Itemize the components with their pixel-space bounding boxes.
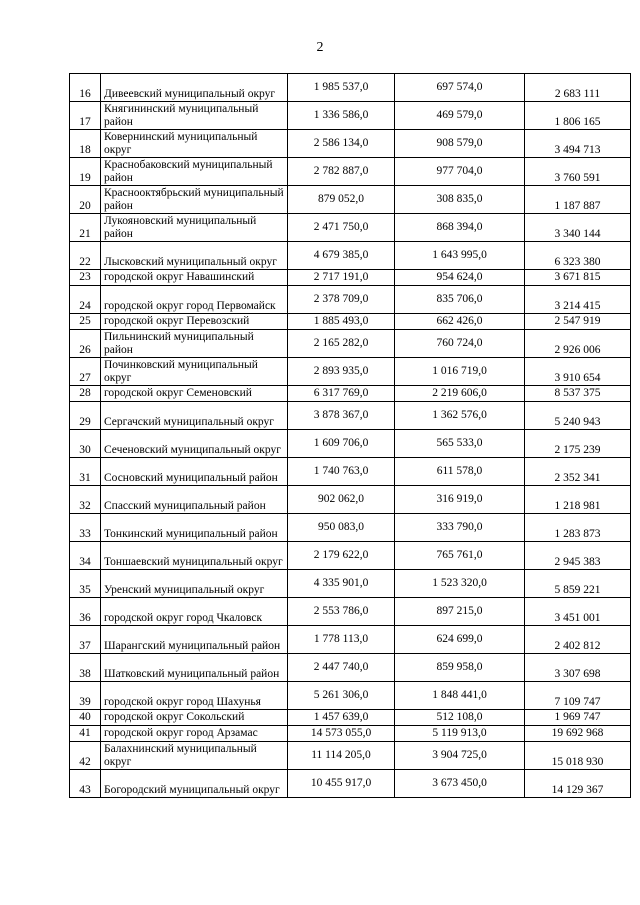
value-2: 954 624,0 [395, 270, 525, 286]
value-total: 3 340 144 [525, 214, 631, 242]
value-total: 3 760 591 [525, 158, 631, 186]
value-1: 2 553 786,0 [288, 598, 395, 626]
value-1: 2 447 740,0 [288, 654, 395, 682]
value-total: 8 537 375 [525, 386, 631, 402]
municipality-name: городской округ Навашинский [101, 270, 288, 286]
value-1: 2 471 750,0 [288, 214, 395, 242]
table-row [70, 486, 631, 514]
municipality-name: Богородский муниципальный округ [101, 770, 288, 798]
value-total: 1 283 873 [525, 514, 631, 542]
value-2: 835 706,0 [395, 286, 525, 314]
table-row [70, 402, 631, 430]
table-row [70, 286, 631, 314]
value-1: 2 378 709,0 [288, 286, 395, 314]
municipality-name: городской округ Семеновский [101, 386, 288, 402]
value-2: 760 724,0 [395, 330, 525, 358]
municipality-name: Дивеевский муниципальный округ [101, 74, 288, 102]
table-row [70, 598, 631, 626]
row-number: 21 [70, 214, 101, 242]
row-number: 25 [70, 314, 101, 330]
row-number: 28 [70, 386, 101, 402]
row-number: 24 [70, 286, 101, 314]
value-1: 5 261 306,0 [288, 682, 395, 710]
value-2: 3 904 725,0 [395, 742, 525, 770]
value-total: 15 018 930 [525, 742, 631, 770]
municipality-name: Шарангский муниципальный район [101, 626, 288, 654]
value-2: 333 790,0 [395, 514, 525, 542]
value-2: 5 119 913,0 [395, 726, 525, 742]
row-number: 36 [70, 598, 101, 626]
table-row [70, 742, 631, 770]
value-total: 2 926 006 [525, 330, 631, 358]
value-2: 308 835,0 [395, 186, 525, 214]
table-row [70, 214, 631, 242]
value-2: 1 016 719,0 [395, 358, 525, 386]
value-total: 14 129 367 [525, 770, 631, 798]
value-total: 3 214 415 [525, 286, 631, 314]
value-2: 1 643 995,0 [395, 242, 525, 270]
value-2: 316 919,0 [395, 486, 525, 514]
row-number: 32 [70, 486, 101, 514]
municipality-name: Лукояновский муниципальный район [101, 214, 288, 242]
value-total: 7 109 747 [525, 682, 631, 710]
value-1: 1 985 537,0 [288, 74, 395, 102]
value-2: 897 215,0 [395, 598, 525, 626]
value-1: 2 717 191,0 [288, 270, 395, 286]
value-2: 565 533,0 [395, 430, 525, 458]
row-number: 42 [70, 742, 101, 770]
row-number: 43 [70, 770, 101, 798]
table-row [70, 330, 631, 358]
municipality-name: Лысковский муниципальный округ [101, 242, 288, 270]
value-1: 902 062,0 [288, 486, 395, 514]
value-total: 2 945 383 [525, 542, 631, 570]
row-number: 18 [70, 130, 101, 158]
table-row [70, 626, 631, 654]
row-number: 20 [70, 186, 101, 214]
municipality-name: Починковский муниципальный округ [101, 358, 288, 386]
value-1: 950 083,0 [288, 514, 395, 542]
row-number: 29 [70, 402, 101, 430]
table-row [70, 74, 631, 102]
municipality-name: Тонкинский муниципальный район [101, 514, 288, 542]
municipality-name: городской округ Перевозский [101, 314, 288, 330]
row-number: 23 [70, 270, 101, 286]
value-2: 868 394,0 [395, 214, 525, 242]
table-row [70, 430, 631, 458]
value-2: 662 426,0 [395, 314, 525, 330]
value-2: 697 574,0 [395, 74, 525, 102]
table-row [70, 654, 631, 682]
table-row [70, 542, 631, 570]
value-1: 10 455 917,0 [288, 770, 395, 798]
row-number: 35 [70, 570, 101, 598]
municipality-name: Краснобаковский муниципальный район [101, 158, 288, 186]
table-row [70, 386, 631, 402]
municipality-name: Ковернинский муниципальный округ [101, 130, 288, 158]
value-1: 2 165 282,0 [288, 330, 395, 358]
row-number: 27 [70, 358, 101, 386]
value-total: 2 175 239 [525, 430, 631, 458]
value-1: 2 179 622,0 [288, 542, 395, 570]
value-2: 512 108,0 [395, 710, 525, 726]
municipality-name: Спасский муниципальный район [101, 486, 288, 514]
value-total: 1 187 887 [525, 186, 631, 214]
value-2: 469 579,0 [395, 102, 525, 130]
row-number: 31 [70, 458, 101, 486]
value-1: 2 586 134,0 [288, 130, 395, 158]
value-1: 6 317 769,0 [288, 386, 395, 402]
municipality-name: Сеченовский муниципальный округ [101, 430, 288, 458]
row-number: 17 [70, 102, 101, 130]
value-2: 1 362 576,0 [395, 402, 525, 430]
value-total: 3 671 815 [525, 270, 631, 286]
value-1: 11 114 205,0 [288, 742, 395, 770]
table-row [70, 314, 631, 330]
value-1: 1 336 586,0 [288, 102, 395, 130]
table-row [70, 270, 631, 286]
municipality-name: городской округ Сокольский [101, 710, 288, 726]
table-row [70, 242, 631, 270]
value-2: 3 673 450,0 [395, 770, 525, 798]
municipality-name: Шатковский муниципальный район [101, 654, 288, 682]
value-1: 4 679 385,0 [288, 242, 395, 270]
table-row [70, 130, 631, 158]
value-total: 19 692 968 [525, 726, 631, 742]
municipality-name: Княгининский муниципальный район [101, 102, 288, 130]
row-number: 38 [70, 654, 101, 682]
value-2: 1 523 320,0 [395, 570, 525, 598]
row-number: 19 [70, 158, 101, 186]
value-total: 1 969 747 [525, 710, 631, 726]
table-row [70, 186, 631, 214]
municipality-name: Балахнинский муниципальный округ [101, 742, 288, 770]
value-2: 977 704,0 [395, 158, 525, 186]
table-row [70, 102, 631, 130]
row-number: 39 [70, 682, 101, 710]
municipality-name: городской округ город Чкаловск [101, 598, 288, 626]
value-2: 611 578,0 [395, 458, 525, 486]
table-row [70, 570, 631, 598]
page-number: 2 [316, 40, 324, 55]
value-2: 1 848 441,0 [395, 682, 525, 710]
value-1: 1 740 763,0 [288, 458, 395, 486]
value-1: 2 782 887,0 [288, 158, 395, 186]
value-1: 1 778 113,0 [288, 626, 395, 654]
value-total: 5 859 221 [525, 570, 631, 598]
row-number: 22 [70, 242, 101, 270]
value-1: 1 885 493,0 [288, 314, 395, 330]
municipality-name: городской округ город Первомайск [101, 286, 288, 314]
row-number: 40 [70, 710, 101, 726]
value-2: 2 219 606,0 [395, 386, 525, 402]
value-total: 3 451 001 [525, 598, 631, 626]
table-row [70, 458, 631, 486]
data-table [69, 73, 631, 798]
value-total: 3 307 698 [525, 654, 631, 682]
table-row [70, 358, 631, 386]
value-1: 4 335 901,0 [288, 570, 395, 598]
value-total: 6 323 380 [525, 242, 631, 270]
row-number: 41 [70, 726, 101, 742]
value-total: 1 806 165 [525, 102, 631, 130]
value-total: 2 402 812 [525, 626, 631, 654]
value-1: 879 052,0 [288, 186, 395, 214]
municipality-name: Уренский муниципальный округ [101, 570, 288, 598]
table-body [70, 74, 631, 798]
municipality-name: Сосновский муниципальный район [101, 458, 288, 486]
municipality-name: Краснооктябрьский муниципальный район [101, 186, 288, 214]
table-row [70, 710, 631, 726]
table-row [70, 514, 631, 542]
row-number: 30 [70, 430, 101, 458]
table-row [70, 682, 631, 710]
row-number: 37 [70, 626, 101, 654]
value-2: 765 761,0 [395, 542, 525, 570]
value-1: 1 609 706,0 [288, 430, 395, 458]
value-1: 3 878 367,0 [288, 402, 395, 430]
value-2: 859 958,0 [395, 654, 525, 682]
table-row [70, 726, 631, 742]
table-row [70, 158, 631, 186]
value-total: 5 240 943 [525, 402, 631, 430]
row-number: 34 [70, 542, 101, 570]
municipality-name: Тоншаевский муниципальный округ [101, 542, 288, 570]
municipality-name: городской округ город Арзамас [101, 726, 288, 742]
value-1: 1 457 639,0 [288, 710, 395, 726]
row-number: 33 [70, 514, 101, 542]
municipality-name: городской округ город Шахунья [101, 682, 288, 710]
value-2: 908 579,0 [395, 130, 525, 158]
value-total: 3 910 654 [525, 358, 631, 386]
value-1: 14 573 055,0 [288, 726, 395, 742]
value-1: 2 893 935,0 [288, 358, 395, 386]
municipality-name: Пильнинский муниципальный район [101, 330, 288, 358]
row-number: 26 [70, 330, 101, 358]
value-total: 2 547 919 [525, 314, 631, 330]
value-2: 624 699,0 [395, 626, 525, 654]
value-total: 2 352 341 [525, 458, 631, 486]
table-row [70, 770, 631, 798]
value-total: 2 683 111 [525, 74, 631, 102]
municipality-name: Сергачский муниципальный округ [101, 402, 288, 430]
value-total: 3 494 713 [525, 130, 631, 158]
row-number: 16 [70, 74, 101, 102]
value-total: 1 218 981 [525, 486, 631, 514]
